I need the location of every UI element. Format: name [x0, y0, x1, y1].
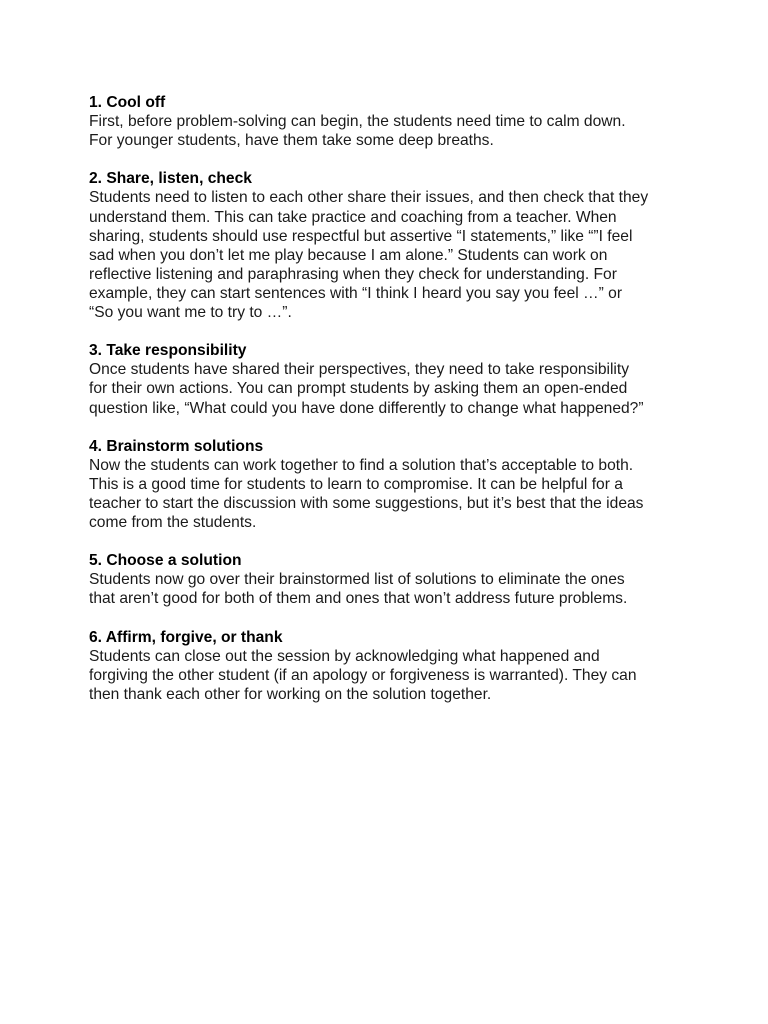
- paragraph-line: forgiving the other student (if an apology or forgiveness is warranted). They can: [89, 666, 637, 684]
- paragraph-line: teacher to start the discussion with some suggestions, but it’s best that the ideas: [89, 494, 644, 512]
- section: [89, 341, 729, 417]
- section: [89, 169, 729, 322]
- paragraph-line: Once students have shared their perspectives, they need to take responsibility: [89, 361, 630, 379]
- paragraph-line: question like, “What could you have done differently to change what happened?”: [89, 399, 644, 417]
- paragraph-line: “So you want me to try to …”.: [89, 304, 292, 322]
- section: [89, 93, 729, 150]
- paragraph-line: Students can close out the session by acknowledging what happened and: [89, 647, 600, 665]
- paragraph-line: come from the students.: [89, 514, 257, 532]
- section: [89, 628, 729, 704]
- section-heading: 4. Brainstorm solutions: [89, 437, 264, 455]
- section-heading: 5. Choose a solution: [89, 552, 242, 570]
- document-body: [89, 93, 729, 723]
- paragraph-line: reflective listening and paraphrasing when they check for understanding. For: [89, 265, 617, 283]
- paragraph-line: sad when you don’t let me play because I am alone.” Students can work on: [89, 246, 608, 264]
- section: [89, 551, 729, 608]
- paragraph-line: This is a good time for students to learn to compromise. It can be helpful for a: [89, 475, 623, 493]
- paragraph-line: sharing, students should use respectful but assertive “I statements,” like “”I feel: [89, 227, 633, 245]
- paragraph-line: Students need to listen to each other share their issues, and then check that they: [89, 189, 649, 207]
- paragraph-line: Students now go over their brainstormed list of solutions to eliminate the ones: [89, 571, 625, 589]
- paragraph-line: First, before problem-solving can begin, the students need time to calm down.: [89, 113, 626, 131]
- paragraph-line: For younger students, have them take some deep breaths.: [89, 132, 494, 150]
- paragraph-line: that aren’t good for both of them and ones that won’t address future problems.: [89, 590, 628, 608]
- section-heading: 3. Take responsibility: [89, 342, 247, 360]
- paragraph-line: example, they can start sentences with “I think I heard you say you feel …” or: [89, 284, 623, 302]
- paragraph-line: for their own actions. You can prompt students by asking them an open-ended: [89, 380, 628, 398]
- section-heading: 2. Share, listen, check: [89, 170, 252, 188]
- paragraph-line: then thank each other for working on the solution together.: [89, 685, 492, 703]
- section: [89, 437, 729, 532]
- paragraph-line: Now the students can work together to find a solution that’s acceptable to both.: [89, 456, 634, 474]
- section-heading: 1. Cool off: [89, 94, 166, 111]
- paragraph-line: understand them. This can take practice and coaching from a teacher. When: [89, 208, 617, 226]
- section-heading: 6. Affirm, forgive, or thank: [89, 628, 283, 646]
